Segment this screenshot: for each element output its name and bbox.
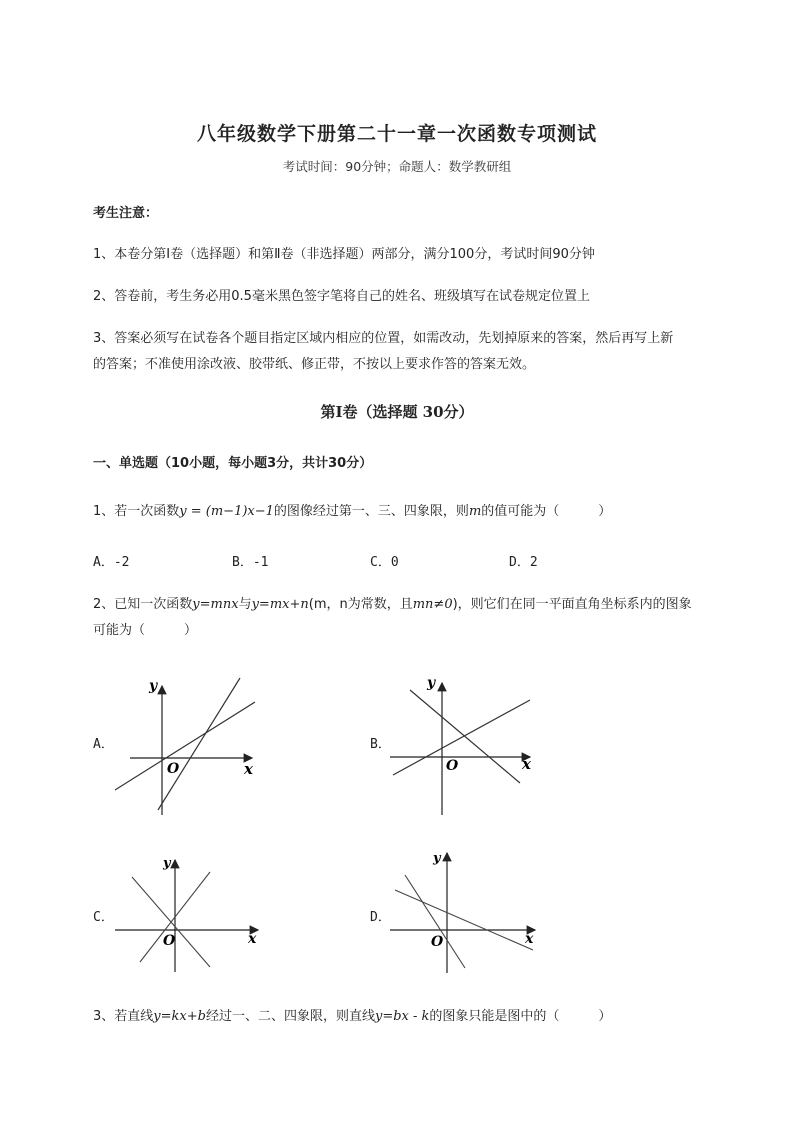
- question-3: [93, 1005, 611, 1024]
- graph-b-line-1: [410, 690, 520, 783]
- graph-a-x-label: x: [244, 760, 253, 778]
- q1-option-c: C．0: [370, 555, 399, 570]
- graph-d: [385, 845, 545, 977]
- graph-a-line-1: [115, 702, 255, 790]
- q3-f2: y=bx - k: [374, 1009, 430, 1024]
- q2-f3: mn≠0: [412, 597, 453, 612]
- graph-d-x-label: x: [525, 931, 534, 947]
- q1-option-b: B．-1: [232, 555, 269, 570]
- notice-3: 3、答案必须写在试卷各个题目指定区域内相应的位置，如需改动，先划掉原来的答案，然后再写上新: [93, 331, 674, 346]
- q1-var: m: [468, 504, 482, 519]
- q2-f2: y=mx+n: [251, 597, 309, 612]
- question-2: [93, 593, 692, 612]
- graph-b-origin: O: [446, 758, 459, 774]
- graph-d-label: D．: [370, 910, 391, 925]
- q2-f1: y=mnx: [192, 597, 239, 612]
- notice-heading: 考生注意：: [93, 206, 159, 221]
- q1-option-a: A．-2: [93, 555, 130, 570]
- graph-c-x-label: x: [248, 931, 257, 947]
- graph-d-y-label: y: [433, 851, 441, 866]
- question-2-continued: 可能为（ ）: [93, 623, 198, 638]
- graph-b: [385, 665, 545, 815]
- part-heading: 一、单选题（10小题，每小题3分，共计30分）: [93, 456, 373, 471]
- graph-d-line-2: [405, 875, 465, 968]
- q1-suffix: 的值可能为（ ）: [481, 504, 612, 519]
- q2-prefix: 2、已知一次函数: [93, 597, 193, 612]
- graph-c-label: C．: [93, 910, 114, 925]
- graph-c: [110, 850, 270, 975]
- graph-c-origin: O: [163, 933, 176, 949]
- graph-b-y-label: y: [427, 675, 436, 691]
- q3-prefix: 3、若直线: [93, 1009, 154, 1024]
- q1-formula: y = (m−1)x−1: [179, 504, 274, 519]
- exam-subtitle: 考试时间：90分钟；命题人：数学教研组: [282, 159, 512, 174]
- notice-1: 1、本卷分第I卷（选择题）和第Ⅱ卷（非选择题）两部分，满分100分，考试时间90分钟: [93, 247, 595, 262]
- q1-prefix: 1、若一次函数: [93, 504, 180, 519]
- graph-a-label: A．: [93, 737, 114, 752]
- graph-a-y-label: y: [149, 678, 158, 694]
- graph-b-line-2: [393, 700, 530, 775]
- graph-b-label: B．: [370, 737, 391, 752]
- graph-d-line-1: [395, 890, 533, 950]
- graph-d-origin: O: [431, 934, 444, 950]
- question-1: [93, 500, 611, 519]
- q3-f1: y=kx+b: [153, 1009, 206, 1024]
- graph-a-line-2: [158, 678, 240, 810]
- q2-mid1: 与: [238, 597, 252, 612]
- notice-2: 2、答卷前，考生务必用0.5毫米黑色签字笔将自己的姓名、班级填写在试卷规定位置上: [93, 289, 590, 304]
- q2-mid2: (m，n为常数，且: [308, 597, 413, 612]
- q3-suffix: 的图象只能是图中的（ ）: [429, 1009, 612, 1024]
- q1-middle: 的图像经过第一、三、四象限，则: [273, 504, 469, 519]
- graph-b-x-label: x: [522, 755, 531, 773]
- notice-3-continued: 的答案；不准使用涂改液、胶带纸、修正带，不按以上要求作答的答案无效。: [93, 357, 536, 372]
- graph-a-origin: O: [167, 761, 180, 777]
- q1-option-d: D．2: [509, 555, 538, 570]
- graph-a: [110, 670, 270, 820]
- q2-suffix: )，则它们在同一平面直角坐标系内的图象: [452, 597, 692, 612]
- page-title: 八年级数学下册第二十一章一次函数专项测试: [196, 123, 597, 145]
- q3-middle: 经过一、二、四象限，则直线: [205, 1009, 375, 1024]
- section-title: 第I卷（选择题 30分）: [320, 403, 474, 421]
- graph-c-y-label: y: [163, 856, 171, 871]
